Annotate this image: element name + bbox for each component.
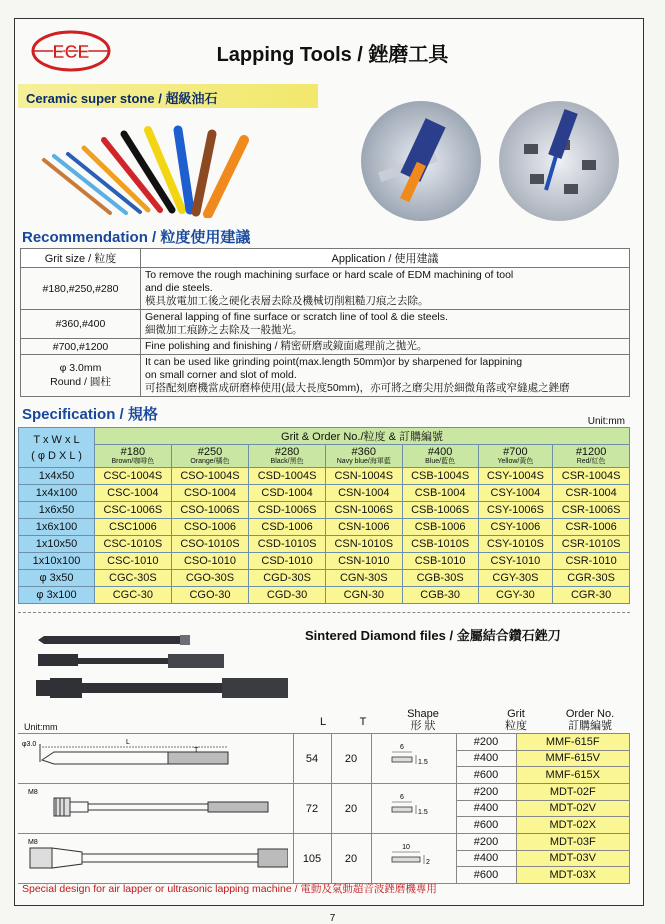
diamond-grit: #600 <box>456 767 516 784</box>
diamond-drawing <box>18 784 293 834</box>
spec-order-code: CSD-1006 <box>249 519 326 536</box>
spec-order-code: CSY-1006S <box>478 502 553 519</box>
diamond-grit: #200 <box>456 784 516 801</box>
svg-text:M8: M8 <box>28 839 38 846</box>
spec-size: 1x6x100 <box>19 519 95 536</box>
spec-row <box>19 468 630 485</box>
spec-order-code: CSN-1010S <box>325 536 402 553</box>
diamond-row <box>18 734 630 751</box>
spec-order-code: CSC-1004 <box>95 485 172 502</box>
spec-order-code: CSB-1004S <box>402 468 478 485</box>
diamond-grit: #600 <box>456 867 516 884</box>
spec-order-code: CSO-1006 <box>171 519 249 536</box>
diamond-header-shape: Shape 形 狀 <box>407 708 439 732</box>
rec-application: To remove the rough machining surface or hard scale of EDM machining of tool and die steels. 模具放電加工後之硬化表層去除及機械切削粗糙刀痕之去除。 <box>141 268 630 310</box>
spec-order-code: CSN-1010 <box>325 553 402 570</box>
spec-size: φ 3x100 <box>19 587 95 604</box>
spec-body <box>19 468 630 604</box>
spec-order-code: CSC1006 <box>95 519 172 536</box>
diamond-order-no: MMF-615F <box>516 734 630 751</box>
spec-grit-header: #250 Orange/橘色 <box>171 445 249 468</box>
spec-order-code: CGC-30 <box>95 587 172 604</box>
svg-text:6: 6 <box>399 794 404 801</box>
page-number: 7 <box>329 913 336 924</box>
spec-grit-header: #700 Yellow/黃色 <box>478 445 553 468</box>
svg-text:L: L <box>126 739 130 746</box>
diamond-grit: #400 <box>456 850 516 867</box>
spec-order-code: CSY-1010S <box>478 536 553 553</box>
spec-size: 1x4x100 <box>19 485 95 502</box>
spec-order-code: CGN-30S <box>325 570 402 587</box>
diamond-header-grit: Grit 粒度 <box>505 708 527 732</box>
spec-order-code: CGR-30 <box>553 587 630 604</box>
spec-order-code: CSY-1006 <box>478 519 553 536</box>
diamond-files-illustration <box>30 628 295 710</box>
svg-text:2: 2 <box>425 859 430 866</box>
logo-text: ECE <box>52 42 90 62</box>
spec-order-code: CSO-1010S <box>171 536 249 553</box>
diamond-header-l: L <box>319 716 327 728</box>
spec-size-header: T x W x L ( φ D X L ) <box>19 428 95 468</box>
diamond-title: Sintered Diamond files / 金屬結合鑽石銼刀 <box>305 628 561 643</box>
diamond-table <box>18 733 630 884</box>
diamond-unit: Unit:mm <box>24 722 58 732</box>
spec-size: 1x10x100 <box>19 553 95 570</box>
spec-order-code: CGC-30S <box>95 570 172 587</box>
diamond-thickness: 20 <box>331 784 371 834</box>
lapping-photo-1 <box>356 100 486 222</box>
spec-order-code: CSD-1006S <box>249 502 326 519</box>
svg-text:1.5: 1.5 <box>417 759 428 766</box>
spec-order-code: CGD-30 <box>249 587 326 604</box>
rec-header-grit: Grit size / 粒度 <box>21 249 141 268</box>
diamond-length: 72 <box>293 784 331 834</box>
svg-text:10: 10 <box>401 844 410 851</box>
diamond-thickness: 20 <box>331 834 371 884</box>
spec-order-code: CSC-1004S <box>95 468 172 485</box>
spec-order-code: CGO-30S <box>171 570 249 587</box>
spec-order-code: CGY-30S <box>478 570 553 587</box>
spec-group-header: Grit & Order No./粒度 & 訂購編號 <box>95 428 630 445</box>
spec-order-code: CSR-1010S <box>553 536 630 553</box>
spec-order-code: CSB-1006S <box>402 502 478 519</box>
diamond-grit: #400 <box>456 750 516 767</box>
rec-grit: #180,#250,#280 <box>21 268 141 310</box>
spec-order-code: CSC-1010S <box>95 536 172 553</box>
diamond-grit: #600 <box>456 817 516 834</box>
diamond-order-no: MDT-03V <box>516 850 630 867</box>
spec-order-code: CSR-1006 <box>553 519 630 536</box>
spec-grit-header: #180 Brown/咖啡色 <box>95 445 172 468</box>
diamond-drawing <box>18 734 293 784</box>
diamond-grit: #400 <box>456 800 516 817</box>
rec-header-application: Application / 使用建議 <box>141 249 630 268</box>
spec-grit-header-row <box>19 445 630 468</box>
footer-note: Special design for air lapper or ultrasonic lapping machine / 電動及氣動超音波銼磨機專用 <box>22 883 437 895</box>
spec-order-code: CSN-1004S <box>325 468 402 485</box>
spec-order-code: CSR-1004S <box>553 468 630 485</box>
diamond-grit: #200 <box>456 734 516 751</box>
spec-grit-header: #1200 Red/紅色 <box>553 445 630 468</box>
rec-application: It can be used like grinding point(max.length 50mm)or by sharpened for lappining on small corner and slot of mold. 可搭配刻磨機當成研磨棒使用(最大長度50mm)，亦可將之磨尖用於細微角落或窄縫處之銼磨 <box>141 355 630 397</box>
rec-grit: #360,#400 <box>21 310 141 339</box>
spec-order-code: CSO-1010 <box>171 553 249 570</box>
ceramic-stones-illustration <box>40 118 260 218</box>
diamond-length: 105 <box>293 834 331 884</box>
svg-text:φ3.0: φ3.0 <box>22 741 37 748</box>
spec-order-code: CSC-1006S <box>95 502 172 519</box>
spec-order-code: CSB-1010 <box>402 553 478 570</box>
spec-grit-header: #280 Black/黑色 <box>249 445 326 468</box>
spec-size: 1x4x50 <box>19 468 95 485</box>
spec-order-code: CGB-30S <box>402 570 478 587</box>
spec-order-code: CSO-1004 <box>171 485 249 502</box>
svg-text:6: 6 <box>399 744 404 751</box>
page-title: Lapping Tools / 銼磨工具 <box>216 44 449 66</box>
svg-text:1.5: 1.5 <box>417 809 428 816</box>
spec-row <box>19 519 630 536</box>
spec-size: 1x10x50 <box>19 536 95 553</box>
diamond-shape <box>371 784 456 834</box>
svg-text:T: T <box>194 747 199 754</box>
recommendation-title: Recommendation / 粒度使用建議 <box>22 229 251 246</box>
spec-order-code: CSN-1006S <box>325 502 402 519</box>
spec-size: 1x6x50 <box>19 502 95 519</box>
diamond-header-t: T <box>359 716 367 728</box>
spec-order-code: CGB-30 <box>402 587 478 604</box>
diamond-thickness: 20 <box>331 734 371 784</box>
diamond-row <box>18 834 630 851</box>
spec-order-code: CSO-1006S <box>171 502 249 519</box>
specification-table <box>18 427 630 604</box>
spec-order-code: CSY-1004 <box>478 485 553 502</box>
spec-unit: Unit:mm <box>587 416 625 427</box>
spec-row <box>19 587 630 604</box>
spec-order-code: CGY-30 <box>478 587 553 604</box>
spec-order-code: CSD-1004 <box>249 485 326 502</box>
svg-text:M8: M8 <box>28 789 38 796</box>
spec-order-code: CSB-1010S <box>402 536 478 553</box>
recommendation-table <box>20 248 630 397</box>
spec-order-code: CSO-1004S <box>171 468 249 485</box>
diamond-order-no: MDT-02F <box>516 784 630 801</box>
spec-size: φ 3x50 <box>19 570 95 587</box>
spec-order-code: CSR-1006S <box>553 502 630 519</box>
spec-grit-header: #360 Navy blue/海軍藍 <box>325 445 402 468</box>
rec-application: General lapping of fine surface or scratch line of tool & die steels. 細微加工痕跡之去除及一般拋光。 <box>141 310 630 339</box>
spec-order-code: CSD-1010 <box>249 553 326 570</box>
rec-grit: #700,#1200 <box>21 339 141 355</box>
diamond-length: 54 <box>293 734 331 784</box>
diamond-order-no: MDT-02X <box>516 817 630 834</box>
spec-row <box>19 553 630 570</box>
diamond-grit: #200 <box>456 834 516 851</box>
diamond-order-no: MMF-615X <box>516 767 630 784</box>
spec-order-code: CGN-30 <box>325 587 402 604</box>
spec-order-code: CSY-1004S <box>478 468 553 485</box>
spec-order-code: CSD-1010S <box>249 536 326 553</box>
spec-row <box>19 502 630 519</box>
spec-order-code: CSR-1010 <box>553 553 630 570</box>
section-divider <box>18 612 630 613</box>
spec-order-code: CGD-30S <box>249 570 326 587</box>
diamond-drawing <box>18 834 293 884</box>
ceramic-section-title: Ceramic super stone / 超級油石 <box>18 84 318 108</box>
spec-order-code: CSD-1004S <box>249 468 326 485</box>
diamond-shape <box>371 734 456 784</box>
spec-order-code: CSR-1004 <box>553 485 630 502</box>
spec-order-code: CSB-1004 <box>402 485 478 502</box>
diamond-row <box>18 784 630 801</box>
spec-row <box>19 536 630 553</box>
diamond-order-no: MDT-03X <box>516 867 630 884</box>
diamond-order-no: MMF-615V <box>516 750 630 767</box>
lapping-photo-2 <box>494 100 624 222</box>
diamond-order-no: MDT-02V <box>516 800 630 817</box>
spec-order-code: CSY-1010 <box>478 553 553 570</box>
spec-order-code: CGR-30S <box>553 570 630 587</box>
diamond-shape <box>371 834 456 884</box>
diamond-header-order: Order No. 訂購編號 <box>565 708 615 732</box>
spec-order-code: CGO-30 <box>171 587 249 604</box>
spec-order-code: CSN-1006 <box>325 519 402 536</box>
specification-title: Specification / 規格 <box>22 406 158 423</box>
spec-row <box>19 570 630 587</box>
spec-order-code: CSC-1010 <box>95 553 172 570</box>
spec-row <box>19 485 630 502</box>
spec-grit-header: #400 Blue/藍色 <box>402 445 478 468</box>
diamond-order-no: MDT-03F <box>516 834 630 851</box>
rec-application: Fine polishing and finishing / 精密研磨或鏡面處理前之拋光。 <box>141 339 630 355</box>
spec-order-code: CSN-1004 <box>325 485 402 502</box>
rec-grit: φ 3.0mm Round / 圓柱 <box>21 355 141 397</box>
spec-order-code: CSB-1006 <box>402 519 478 536</box>
